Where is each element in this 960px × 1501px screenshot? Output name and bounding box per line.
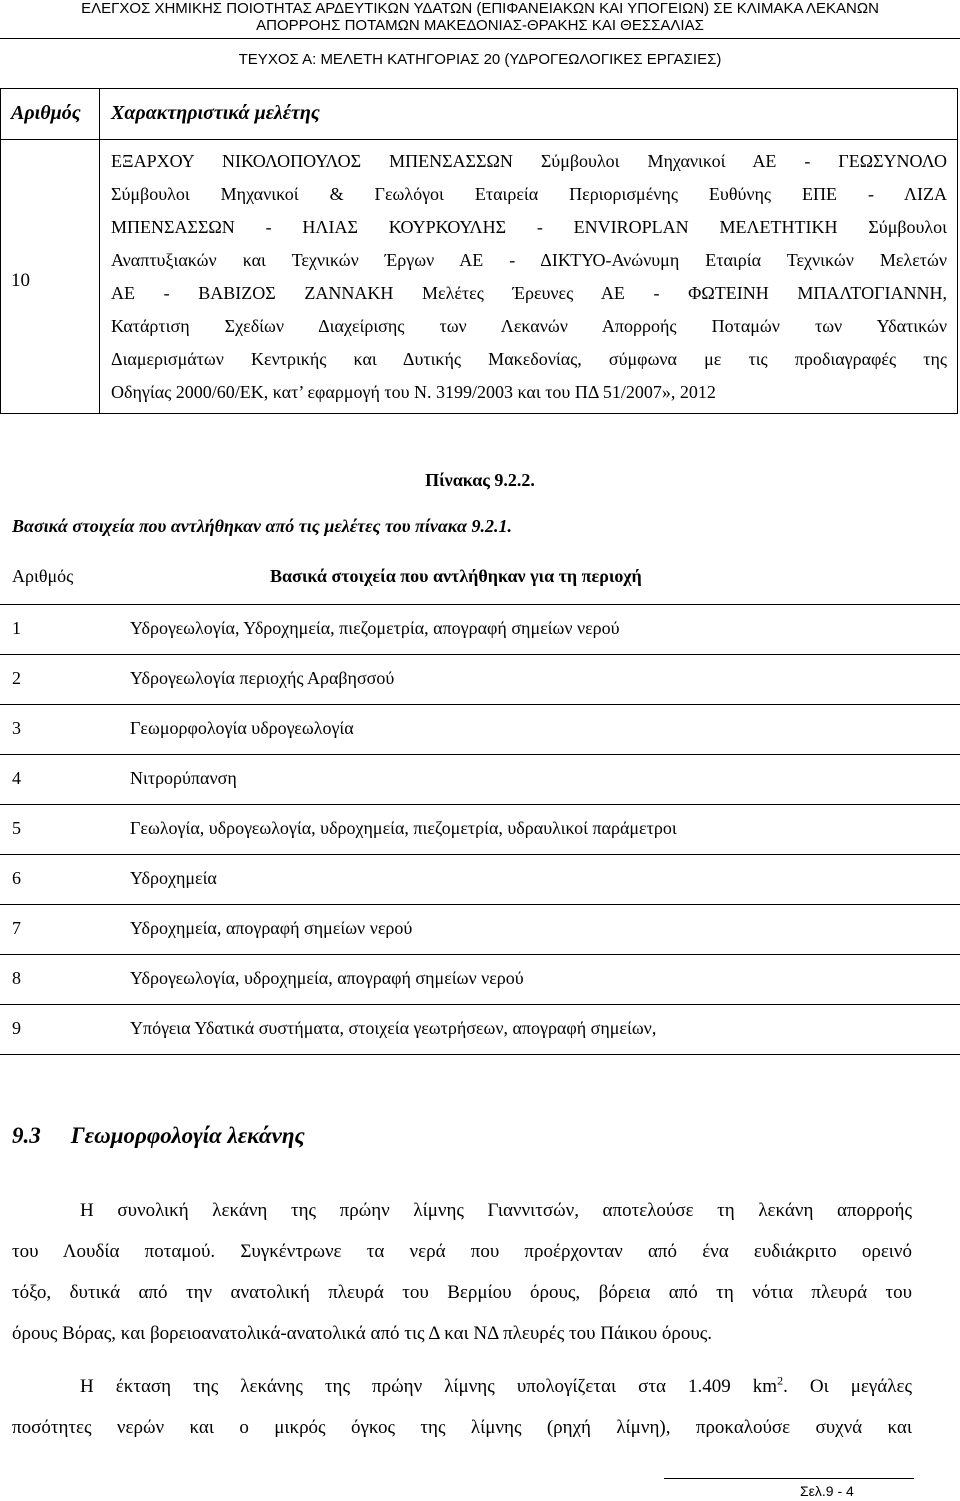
body-paragraph (12, 1190, 912, 1354)
paragraph-line: τόξο, δυτικά από την ανατολική πλευρά του Βερμίου όρους, βόρεια από τη νότια πλευρά του (12, 1282, 912, 1303)
studies-table (0, 88, 958, 414)
row-text: Υπόγεια Υδατικά συστήματα, στοιχεία γεωτρήσεων, απογραφή σημείων, (130, 1018, 657, 1038)
column-divider (99, 89, 100, 413)
table-row (0, 804, 960, 855)
row-text: Γεωλογία, υδρογεωλογία, υδροχημεία, πιεζομετρία, υδραυλικοί παράμετροι (130, 818, 677, 838)
table-row (0, 654, 960, 705)
row-number: 5 (12, 818, 21, 838)
table-row (0, 754, 960, 805)
row-text: Υδρογεωλογία, Υδροχημεία, πιεζομετρία, απογραφή σημείων νερού (130, 618, 620, 638)
superscript: 2 (777, 1373, 784, 1388)
row-text: Υδρογεωλογία, υδροχημεία, απογραφή σημείων νερού (130, 968, 524, 988)
desc-line: Οδηγίας 2000/60/ΕΚ, κατ’ εφαρμογή του Ν. 3199/2003 και του ΠΔ 51/2007», 2012 (111, 382, 716, 402)
row-number: 8 (12, 968, 21, 988)
running-header-line3: ΤΕΥΧΟΣ Α: ΜΕΛΕΤΗ ΚΑΤΗΓΟΡΙΑΣ 20 (ΥΔΡΟΓΕΩΛΟΓΙΚΕΣ ΕΡΓΑΣΙΕΣ) (238, 51, 722, 68)
table-caption: Πίνακας 9.2.2. (425, 470, 535, 490)
col-header-number: Αριθμός (12, 566, 74, 586)
table-row (0, 904, 960, 955)
desc-line: ΕΞΑΡΧΟΥ ΝΙΚΟΛΟΠΟΥΛΟΣ ΜΠΕΝΣΑΣΣΩΝ Σύμβουλοι Μηχανικοί ΑΕ - ΓΕΩΣΥΝΟΛΟ (111, 151, 947, 171)
row-number: 7 (12, 918, 21, 938)
col-header-number: Αριθμός (11, 102, 81, 124)
study-number: 10 (11, 270, 30, 291)
section-number: 9.3 (12, 1123, 41, 1148)
table-row (0, 854, 960, 905)
section-heading (12, 1123, 305, 1149)
row-number: 9 (12, 1018, 21, 1038)
table-row (0, 1004, 960, 1055)
row-number: 6 (12, 868, 21, 888)
table-subcaption: Βασικά στοιχεία που αντλήθηκαν από τις μελέτες του πίνακα 9.2.1. (12, 516, 512, 536)
desc-line: ΜΠΕΝΣΑΣΣΩΝ - ΗΛΙΑΣ ΚΟΥΡΚΟΥΛΗΣ - ENVIROPLAN ΜΕΛΕΤΗΤΙΚΗ Σύμβουλοι (111, 217, 947, 237)
row-text: Νιτρορύπανση (130, 768, 237, 788)
paragraph-text: Η έκταση της λεκάνης της πρώην λίμνης υπολογίζεται στα 1.409 km (80, 1376, 778, 1397)
row-number: 1 (12, 618, 21, 638)
paragraph-line: Η συνολική λεκάνη της πρώην λίμνης Γιαννιτσών, αποτελούσε τη λεκάνη απορροής (80, 1200, 912, 1221)
row-text: Υδροχημεία, απογραφή σημείων νερού (130, 918, 413, 938)
table-row (0, 954, 960, 1005)
desc-line: Αναπτυξιακών και Τεχνικών Έργων ΑΕ - ΔΙΚΤΥΟ-Ανώνυμη Εταιρία Τεχνικών Μελετών (111, 250, 947, 270)
desc-line: Διαμερισμάτων Κεντρικής και Δυτικής Μακεδονίας, σύμφωνα με τις προδιαγραφές της (111, 349, 947, 369)
study-description (111, 145, 947, 409)
row-text: Υδρογεωλογία περιοχής Αραβησσού (130, 668, 395, 688)
body-paragraph (12, 1366, 912, 1448)
paragraph-line: του Λουδία ποταμού. Συγκέντρωνε τα νερά που προέρχονταν από ένα ευδιάκριτο ορεινό (12, 1241, 912, 1262)
section-title: Γεωμορφολογία λεκάνης (70, 1123, 305, 1148)
desc-line: ΑΕ - ΒΑΒΙΖΟΣ ΖΑΝΝΑΚΗ Μελέτες Έρευνες ΑΕ - ΦΩΤΕΙΝΗ ΜΠΑΛΤΟΓΙΑΝΝΗ, (111, 283, 947, 303)
col-header-characteristics: Χαρακτηριστικά μελέτης (111, 102, 320, 124)
paragraph-line (12, 1366, 912, 1407)
paragraph-text: . Οι μεγάλες (783, 1376, 912, 1397)
page-number: Σελ.9 - 4 (800, 1483, 854, 1499)
basic-data-table (0, 548, 960, 1056)
row-text: Γεωμορφολογία υδρογεωλογία (130, 718, 354, 738)
row-text: Υδροχημεία (130, 868, 217, 888)
row-number: 3 (12, 718, 21, 738)
col-header-basic-data: Βασικά στοιχεία που αντλήθηκαν για τη περιοχή (270, 566, 642, 586)
paragraph-line: όρους Βόρας, και βορειοανατολικά-ανατολικά από τις Δ και ΝΔ πλευρές του Πάικου όρους. (12, 1323, 713, 1344)
running-header-line1: ΕΛΕΓΧΟΣ ΧΗΜΙΚΗΣ ΠΟΙΟΤΗΤΑΣ ΑΡΔΕΥΤΙΚΩΝ ΥΔΑΤΩΝ (ΕΠΙΦΑΝΕΙΑΚΩΝ ΚΑΙ ΥΠΟΓΕΙΩΝ) ΣΕ ΚΛΙΜΑΚΑ ΛΕΚΑΝΩΝ (81, 0, 879, 17)
row-number: 2 (12, 668, 21, 688)
footer-rule (664, 1478, 914, 1479)
paragraph-line: ποσότητες νερών και ο μικρός όγκος της λίμνης (ρηχή λίμνη), προκαλούσε συχνά και (12, 1417, 912, 1438)
running-header-line2: ΑΠΟΡΡΟΗΣ ΠΟΤΑΜΩΝ ΜΑΚΕΔΟΝΙΑΣ-ΘΡΑΚΗΣ ΚΑΙ ΘΕΣΣΑΛΙΑΣ (256, 17, 704, 34)
table-row (0, 604, 960, 655)
table-row (0, 704, 960, 755)
table-header-row (0, 548, 960, 605)
row-number: 4 (12, 768, 21, 788)
desc-line: Κατάρτιση Σχεδίων Διαχείρισης των Λεκανών Απορροής Ποταμών των Υδατικών (111, 316, 947, 336)
header-rule (0, 38, 960, 39)
desc-line: Σύμβουλοι Μηχανικοί & Γεωλόγοι Εταιρεία Περιορισμένης Ευθύνης ΕΠΕ - ΛΙΖΑ (111, 184, 947, 204)
